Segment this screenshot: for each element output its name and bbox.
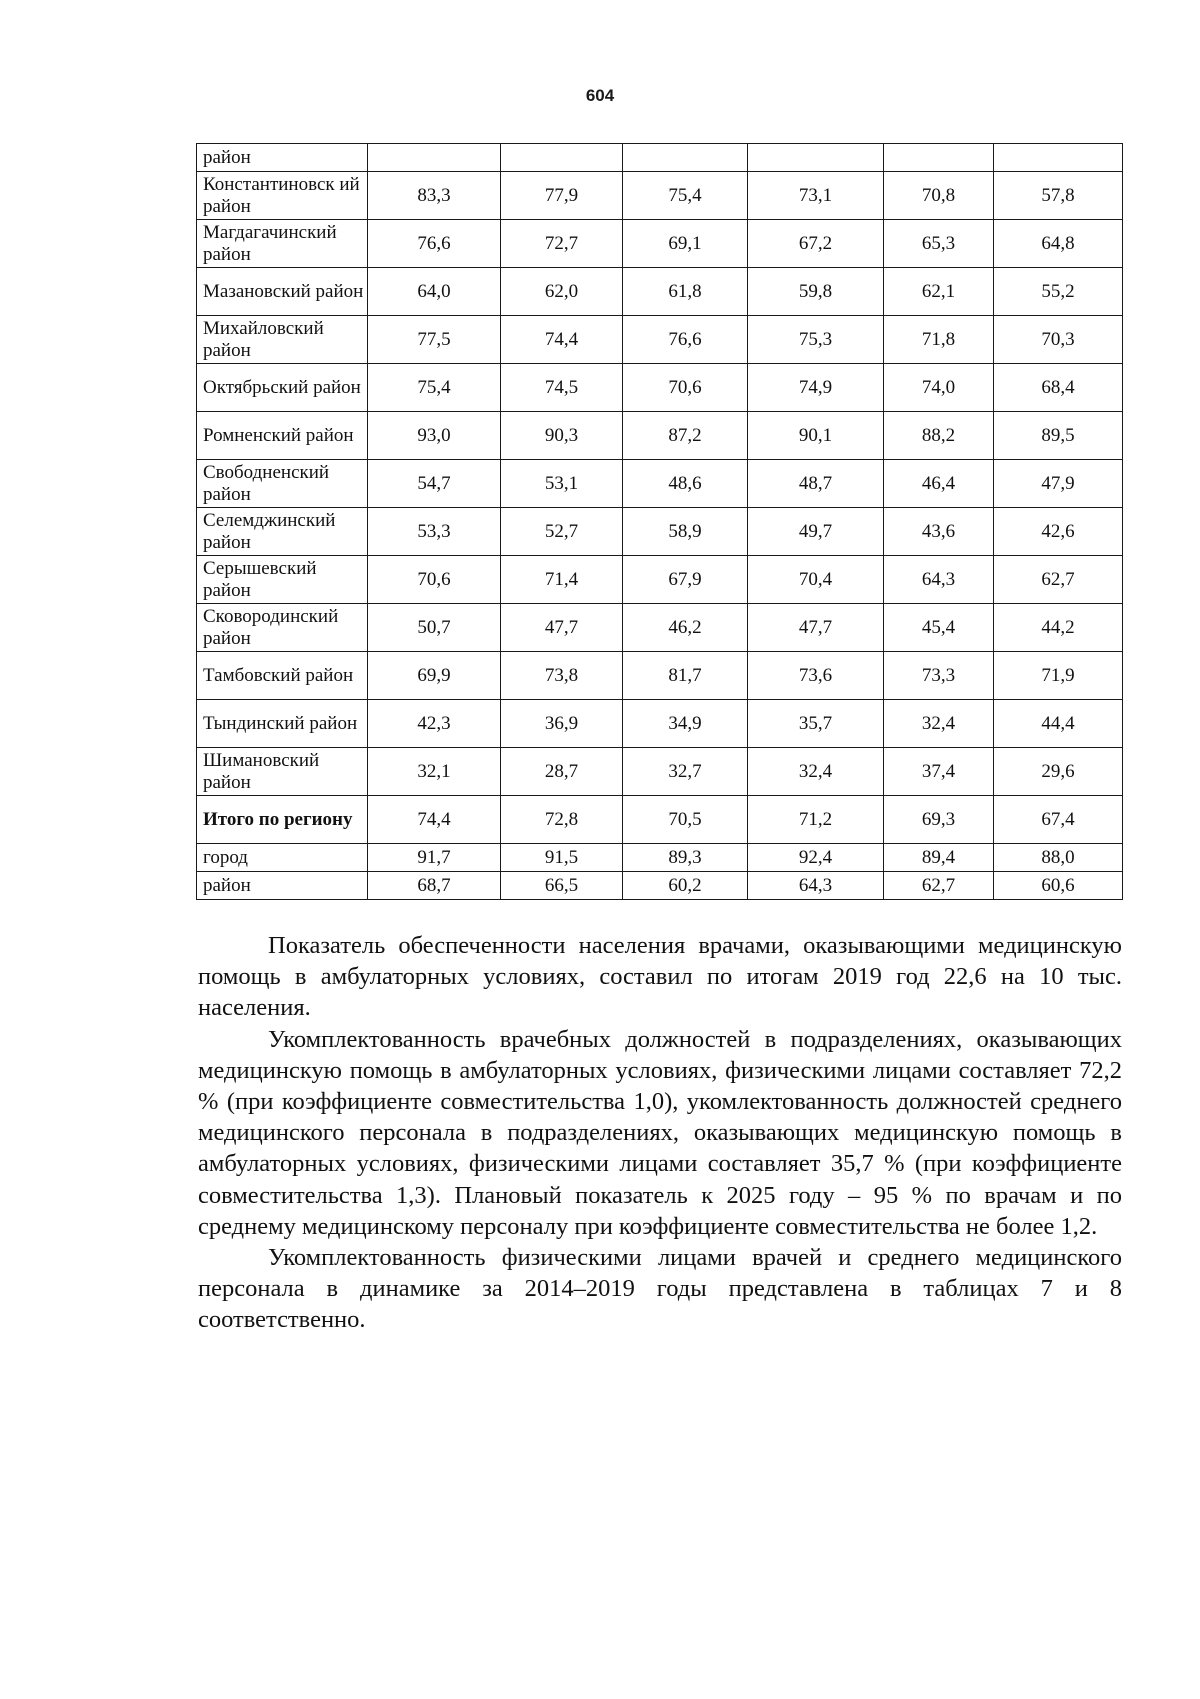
table-cell: 32,4 [748,748,884,796]
table-cell: 75,4 [623,172,748,220]
row-label: Тамбовский район [197,652,368,700]
table-cell: 42,3 [368,700,501,748]
row-label: Свободненский район [197,460,368,508]
table-cell: 64,0 [368,268,501,316]
table-row [197,364,1123,412]
row-label: Михайловский район [197,316,368,364]
table-cell: 58,9 [623,508,748,556]
table-cell: 43,6 [884,508,994,556]
table-cell: 45,4 [884,604,994,652]
table-cell: 90,1 [748,412,884,460]
table-cell: 29,6 [994,748,1123,796]
row-label: Мазановский район [197,268,368,316]
table-cell: 62,0 [501,268,623,316]
table-row [197,604,1123,652]
table-cell: 73,8 [501,652,623,700]
table-row [197,872,1123,900]
table-cell: 71,4 [501,556,623,604]
paragraph: Укомплектованность физическими лицами врачей и среднего медицинского персонала в динамике за 2014–2019 годы представлена в таблицах 7 и 8 соответственно. [198,1244,1122,1334]
table-cell: 89,4 [884,844,994,872]
table-cell: 69,1 [623,220,748,268]
table-cell: 62,1 [884,268,994,316]
row-label: Константиновск ий район [197,172,368,220]
table-row [197,652,1123,700]
table-row [197,700,1123,748]
table-cell: 73,6 [748,652,884,700]
table-cell: 62,7 [994,556,1123,604]
table-cell: 83,3 [368,172,501,220]
table-cell: 71,9 [994,652,1123,700]
table-cell: 93,0 [368,412,501,460]
table-cell: 46,2 [623,604,748,652]
table-cell: 62,7 [884,872,994,900]
table-row [197,748,1123,796]
row-label: Магдагачинский район [197,220,368,268]
row-label: Ромненский район [197,412,368,460]
table-cell: 67,9 [623,556,748,604]
table-cell: 89,5 [994,412,1123,460]
table-cell: 74,4 [368,796,501,844]
table-cell: 37,4 [884,748,994,796]
table-cell: 70,6 [368,556,501,604]
table-cell: 59,8 [748,268,884,316]
table-cell: 76,6 [623,316,748,364]
table-cell: 69,9 [368,652,501,700]
table-row [197,268,1123,316]
table-cell: 48,7 [748,460,884,508]
table-cell: 77,9 [501,172,623,220]
table-cell: 77,5 [368,316,501,364]
table-cell: 69,3 [884,796,994,844]
table-cell: 71,8 [884,316,994,364]
table-cell: 48,6 [623,460,748,508]
table-cell: 88,0 [994,844,1123,872]
table-cell: 64,3 [884,556,994,604]
table-cell: 89,3 [623,844,748,872]
table-cell: 72,8 [501,796,623,844]
table-cell: 67,2 [748,220,884,268]
row-label: Октябрьский район [197,364,368,412]
table-cell: 46,4 [884,460,994,508]
table-cell: 87,2 [623,412,748,460]
table-cell: 74,4 [501,316,623,364]
table-row [197,460,1123,508]
table-cell: 44,2 [994,604,1123,652]
paragraph: Укомплектованность врачебных должностей в подразделениях, оказывающих медицинскую помощь в амбулаторных условиях, физическими лицами составляет 72,2 % (при коэффициенте совместительства 1,0), укомлектованность должностей среднего медицинского персонала в подразделениях, оказывающих медицинскую помощь в амбулаторных условиях, физическими лицами составляет 35,7 % (при коэффициенте совместительства 1,3). Плановый показатель к 2025 году – 95 % по врачам и по среднему медицинскому персоналу при коэффициенте совместительства не более 1,2. [198,1025,1122,1240]
table-row [197,172,1123,220]
table-cell: 60,6 [994,872,1123,900]
table-cell: 72,7 [501,220,623,268]
row-label: район [197,144,368,172]
table-cell: 42,6 [994,508,1123,556]
table-cell: 53,3 [368,508,501,556]
staffing-table [196,143,1123,900]
table-cell: 36,9 [501,700,623,748]
body-text [198,930,1122,1336]
row-label: Сковородинский район [197,604,368,652]
table-cell: 64,8 [994,220,1123,268]
table-cell: 74,5 [501,364,623,412]
table-cell: 65,3 [884,220,994,268]
table-cell: 88,2 [884,412,994,460]
table-cell: 92,4 [748,844,884,872]
table-cell: 70,3 [994,316,1123,364]
table-cell: 70,4 [748,556,884,604]
table-row [197,144,1123,172]
table-cell: 90,3 [501,412,623,460]
table-cell: 75,3 [748,316,884,364]
row-label: Селемджинский район [197,508,368,556]
row-label: Итого по региону [197,796,368,844]
table-cell: 32,1 [368,748,501,796]
table-cell: 74,0 [884,364,994,412]
table-cell: 66,5 [501,872,623,900]
table-cell: 57,8 [994,172,1123,220]
page-number: 604 [585,86,615,105]
table-cell: 81,7 [623,652,748,700]
table-cell: 50,7 [368,604,501,652]
table-cell: 91,5 [501,844,623,872]
table-row [197,220,1123,268]
table-cell: 32,4 [884,700,994,748]
table-row [197,508,1123,556]
table-cell: 53,1 [501,460,623,508]
table-cell: 70,5 [623,796,748,844]
table-cell: 32,7 [623,748,748,796]
table-row [197,844,1123,872]
table-cell: 68,7 [368,872,501,900]
row-label: район [197,872,368,900]
table-cell: 75,4 [368,364,501,412]
table-cell: 55,2 [994,268,1123,316]
table-row [197,412,1123,460]
table-cell: 74,9 [748,364,884,412]
table-row [197,796,1123,844]
table-cell: 68,4 [994,364,1123,412]
table-cell: 47,7 [748,604,884,652]
table-cell: 54,7 [368,460,501,508]
table-cell: 76,6 [368,220,501,268]
table-cell: 67,4 [994,796,1123,844]
table-cell: 47,7 [501,604,623,652]
table-cell: 73,1 [748,172,884,220]
table-cell: 28,7 [501,748,623,796]
table-cell: 64,3 [748,872,884,900]
table-cell: 34,9 [623,700,748,748]
table-cell: 47,9 [994,460,1123,508]
table-cell: 91,7 [368,844,501,872]
row-label: Серышевский район [197,556,368,604]
table-row [197,556,1123,604]
row-label: Шимановский район [197,748,368,796]
table-cell: 44,4 [994,700,1123,748]
table-row [197,316,1123,364]
paragraph: Показатель обеспеченности населения врачами, оказывающими медицинскую помощь в амбулаторных условиях, составил по итогам 2019 год 22,6 на 10 тыс. населения. [198,932,1122,1022]
table-cell: 49,7 [748,508,884,556]
table-cell: 71,2 [748,796,884,844]
table-cell: 70,6 [623,364,748,412]
table-cell: 61,8 [623,268,748,316]
row-label: Тындинский район [197,700,368,748]
table-cell: 60,2 [623,872,748,900]
table-cell: 70,8 [884,172,994,220]
table-cell: 35,7 [748,700,884,748]
table-cell: 73,3 [884,652,994,700]
table-cell: 52,7 [501,508,623,556]
row-label: город [197,844,368,872]
